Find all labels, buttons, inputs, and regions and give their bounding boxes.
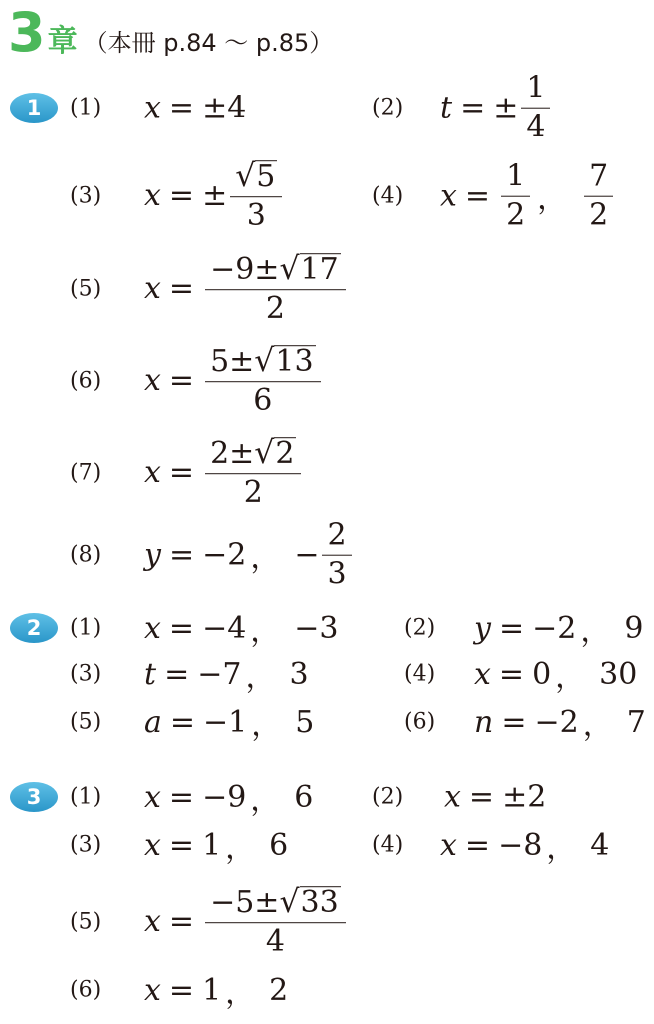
p2-5-label: (5) (70, 709, 102, 735)
equals: = (468, 779, 495, 815)
p2-2-answer (474, 606, 643, 650)
numerator: 1 (526, 70, 546, 106)
p2-3-label: (3) (70, 661, 102, 687)
numerator: 7 (589, 158, 609, 194)
p2-3-answer (144, 652, 309, 696)
denominator: 2 (243, 475, 263, 511)
equals: = (498, 610, 525, 646)
value-2: 3 (289, 656, 309, 692)
equals: = (498, 656, 525, 692)
square-root (254, 345, 315, 378)
radical-sign-icon: √ (254, 343, 275, 380)
value-2: 6 (269, 827, 289, 863)
value-2: 5 (295, 704, 315, 740)
equals: = (168, 363, 195, 399)
fraction (521, 70, 550, 145)
value-1: 1 (202, 972, 222, 1008)
p3-5-answer (144, 886, 349, 958)
p2-4-label: (4) (404, 661, 436, 687)
square-root (254, 437, 296, 470)
variable: y (144, 537, 161, 573)
square-root (235, 160, 277, 193)
variable: x (144, 779, 161, 815)
denominator: 4 (526, 109, 546, 145)
p3-2-label: (2) (372, 784, 404, 810)
p1-7-answer (144, 437, 304, 509)
p3-4-answer (440, 823, 609, 867)
variable: x (144, 363, 161, 399)
fraction-1 (501, 158, 530, 233)
value-1: 0 (532, 656, 552, 692)
separator: ， (225, 831, 256, 866)
separator: ， (225, 976, 256, 1011)
denominator: 3 (327, 556, 347, 592)
variable: n (474, 704, 494, 740)
separator: ， (546, 831, 577, 866)
separator: ， (250, 541, 281, 576)
variable: x (144, 271, 161, 307)
p3-1-answer (144, 775, 313, 819)
value-1: 1 (202, 827, 222, 863)
p1-5-label: (5) (70, 276, 102, 302)
problem-2-badge: 2 (10, 613, 58, 643)
separator: ， (245, 660, 276, 695)
numerator (205, 253, 346, 289)
numerator (205, 437, 301, 473)
p2-1-label: (1) (70, 615, 102, 641)
square-root (279, 253, 340, 286)
equals: = (164, 656, 190, 692)
radicand: 5 (256, 159, 276, 195)
variable: t (440, 90, 453, 126)
variable: x (440, 178, 457, 214)
variable: x (144, 455, 161, 491)
numerator-prefix: 2± (210, 436, 255, 472)
value-1: −7 (197, 656, 242, 692)
p3-6-answer (144, 968, 288, 1012)
p3-5-label: (5) (70, 909, 102, 935)
numerator (205, 345, 321, 381)
radical-sign-icon: √ (254, 435, 275, 472)
value-1: −4 (202, 610, 247, 646)
plus-minus: ± (202, 90, 228, 126)
fraction (322, 517, 351, 592)
variable: x (144, 827, 161, 863)
variable: x (144, 904, 161, 940)
numerator (230, 160, 282, 196)
p1-3-label: (3) (70, 183, 102, 209)
denominator: 2 (589, 197, 609, 233)
separator: ， (555, 660, 586, 695)
numerator-prefix: −5± (210, 885, 280, 921)
p2-1-answer (144, 606, 339, 650)
denominator: 6 (253, 383, 273, 419)
equals: = (168, 827, 195, 863)
equals: = (460, 90, 486, 126)
value-2: 6 (294, 779, 314, 815)
plus-minus: ± (202, 178, 228, 214)
equals: = (168, 271, 195, 307)
radical-sign-icon: √ (279, 251, 300, 288)
variable: x (440, 827, 457, 863)
equals: = (501, 704, 527, 740)
p2-4-answer (474, 652, 637, 696)
variable: x (474, 656, 491, 692)
radical-sign-icon: √ (235, 158, 256, 195)
p2-6-answer (474, 700, 646, 744)
variable: x (144, 90, 161, 126)
numerator (205, 886, 346, 922)
p1-7-label: (7) (70, 460, 102, 486)
value-1: −2 (202, 537, 247, 573)
radical-sign-icon: √ (279, 884, 300, 921)
numerator-prefix: 5± (210, 344, 255, 380)
equals: = (464, 827, 491, 863)
p2-6-label: (6) (404, 709, 436, 735)
p3-4-label: (4) (372, 832, 404, 858)
equals: = (168, 779, 195, 815)
p1-2-answer (440, 70, 553, 145)
p1-4-answer (440, 158, 616, 233)
negative-sign: − (294, 537, 320, 573)
chapter-number: 3 (8, 1, 46, 64)
numerator-prefix: −9± (210, 252, 280, 288)
p3-2-answer (444, 780, 546, 815)
plus-minus: ± (493, 90, 519, 126)
separator: ， (250, 614, 281, 649)
value: 2 (527, 779, 547, 815)
p1-3-answer (144, 160, 285, 232)
p1-1-answer (144, 91, 246, 126)
p1-8-answer (144, 517, 355, 592)
p2-5-answer (144, 700, 314, 744)
separator: ， (537, 182, 568, 217)
plus-minus: ± (502, 779, 528, 815)
variable: y (474, 610, 491, 646)
variable: x (144, 972, 161, 1008)
separator: ， (580, 614, 611, 649)
p1-6-label: (6) (70, 368, 102, 394)
value-1: −2 (534, 704, 579, 740)
variable: t (144, 656, 157, 692)
p1-4-label: (4) (372, 183, 404, 209)
value-2: −3 (294, 610, 339, 646)
p3-3-answer (144, 823, 288, 867)
p1-1-label: (1) (70, 95, 102, 121)
radicand: 13 (275, 344, 314, 380)
fraction (205, 437, 301, 509)
value-2: 2 (269, 972, 289, 1008)
radicand: 17 (300, 252, 339, 288)
chapter-header (8, 1, 334, 64)
fraction-2 (584, 158, 613, 233)
equals: = (168, 972, 195, 1008)
numerator: 1 (506, 158, 526, 194)
equals: = (168, 904, 195, 940)
equals: = (168, 90, 195, 126)
radicand: 2 (275, 436, 295, 472)
value-1: −2 (532, 610, 577, 646)
denominator: 3 (246, 198, 266, 234)
separator: ， (250, 783, 281, 818)
p3-3-label: (3) (70, 832, 102, 858)
value-2: 4 (590, 827, 610, 863)
radicand: 33 (300, 885, 339, 921)
p2-2-label: (2) (404, 615, 436, 641)
separator: ， (251, 708, 282, 743)
problem-3-badge: 3 (10, 782, 58, 812)
denominator: 2 (506, 197, 526, 233)
equals: = (464, 178, 491, 214)
numerator: 2 (327, 517, 347, 553)
value-2: 30 (599, 656, 638, 692)
chapter-char: 章 (47, 24, 78, 59)
value-1: −9 (202, 779, 247, 815)
equals: = (168, 178, 195, 214)
p1-2-label: (2) (372, 95, 404, 121)
denominator: 4 (265, 924, 285, 960)
problem-1-badge: 1 (10, 93, 58, 123)
separator: ， (582, 708, 613, 743)
variable: x (144, 610, 161, 646)
value-1: −8 (498, 827, 543, 863)
p1-6-answer (144, 345, 324, 417)
p3-6-label: (6) (70, 977, 102, 1003)
equals: = (169, 704, 196, 740)
variable: a (144, 704, 162, 740)
p3-1-label: (1) (70, 784, 102, 810)
equals: = (168, 455, 195, 491)
p1-8-label: (8) (70, 542, 102, 568)
variable: x (144, 178, 161, 214)
value: 4 (227, 90, 247, 126)
fraction (230, 160, 282, 232)
value-1: −1 (203, 704, 248, 740)
equals: = (168, 537, 195, 573)
page-reference: （本冊 p.84 〜 p.85） (83, 29, 334, 57)
variable: x (444, 779, 461, 815)
fraction (205, 345, 321, 417)
square-root (279, 886, 340, 919)
fraction (205, 886, 346, 958)
p1-5-answer (144, 253, 349, 325)
equals: = (168, 610, 195, 646)
fraction (205, 253, 346, 325)
value-2: 9 (624, 610, 644, 646)
denominator: 2 (265, 291, 285, 327)
value-2: 7 (626, 704, 646, 740)
